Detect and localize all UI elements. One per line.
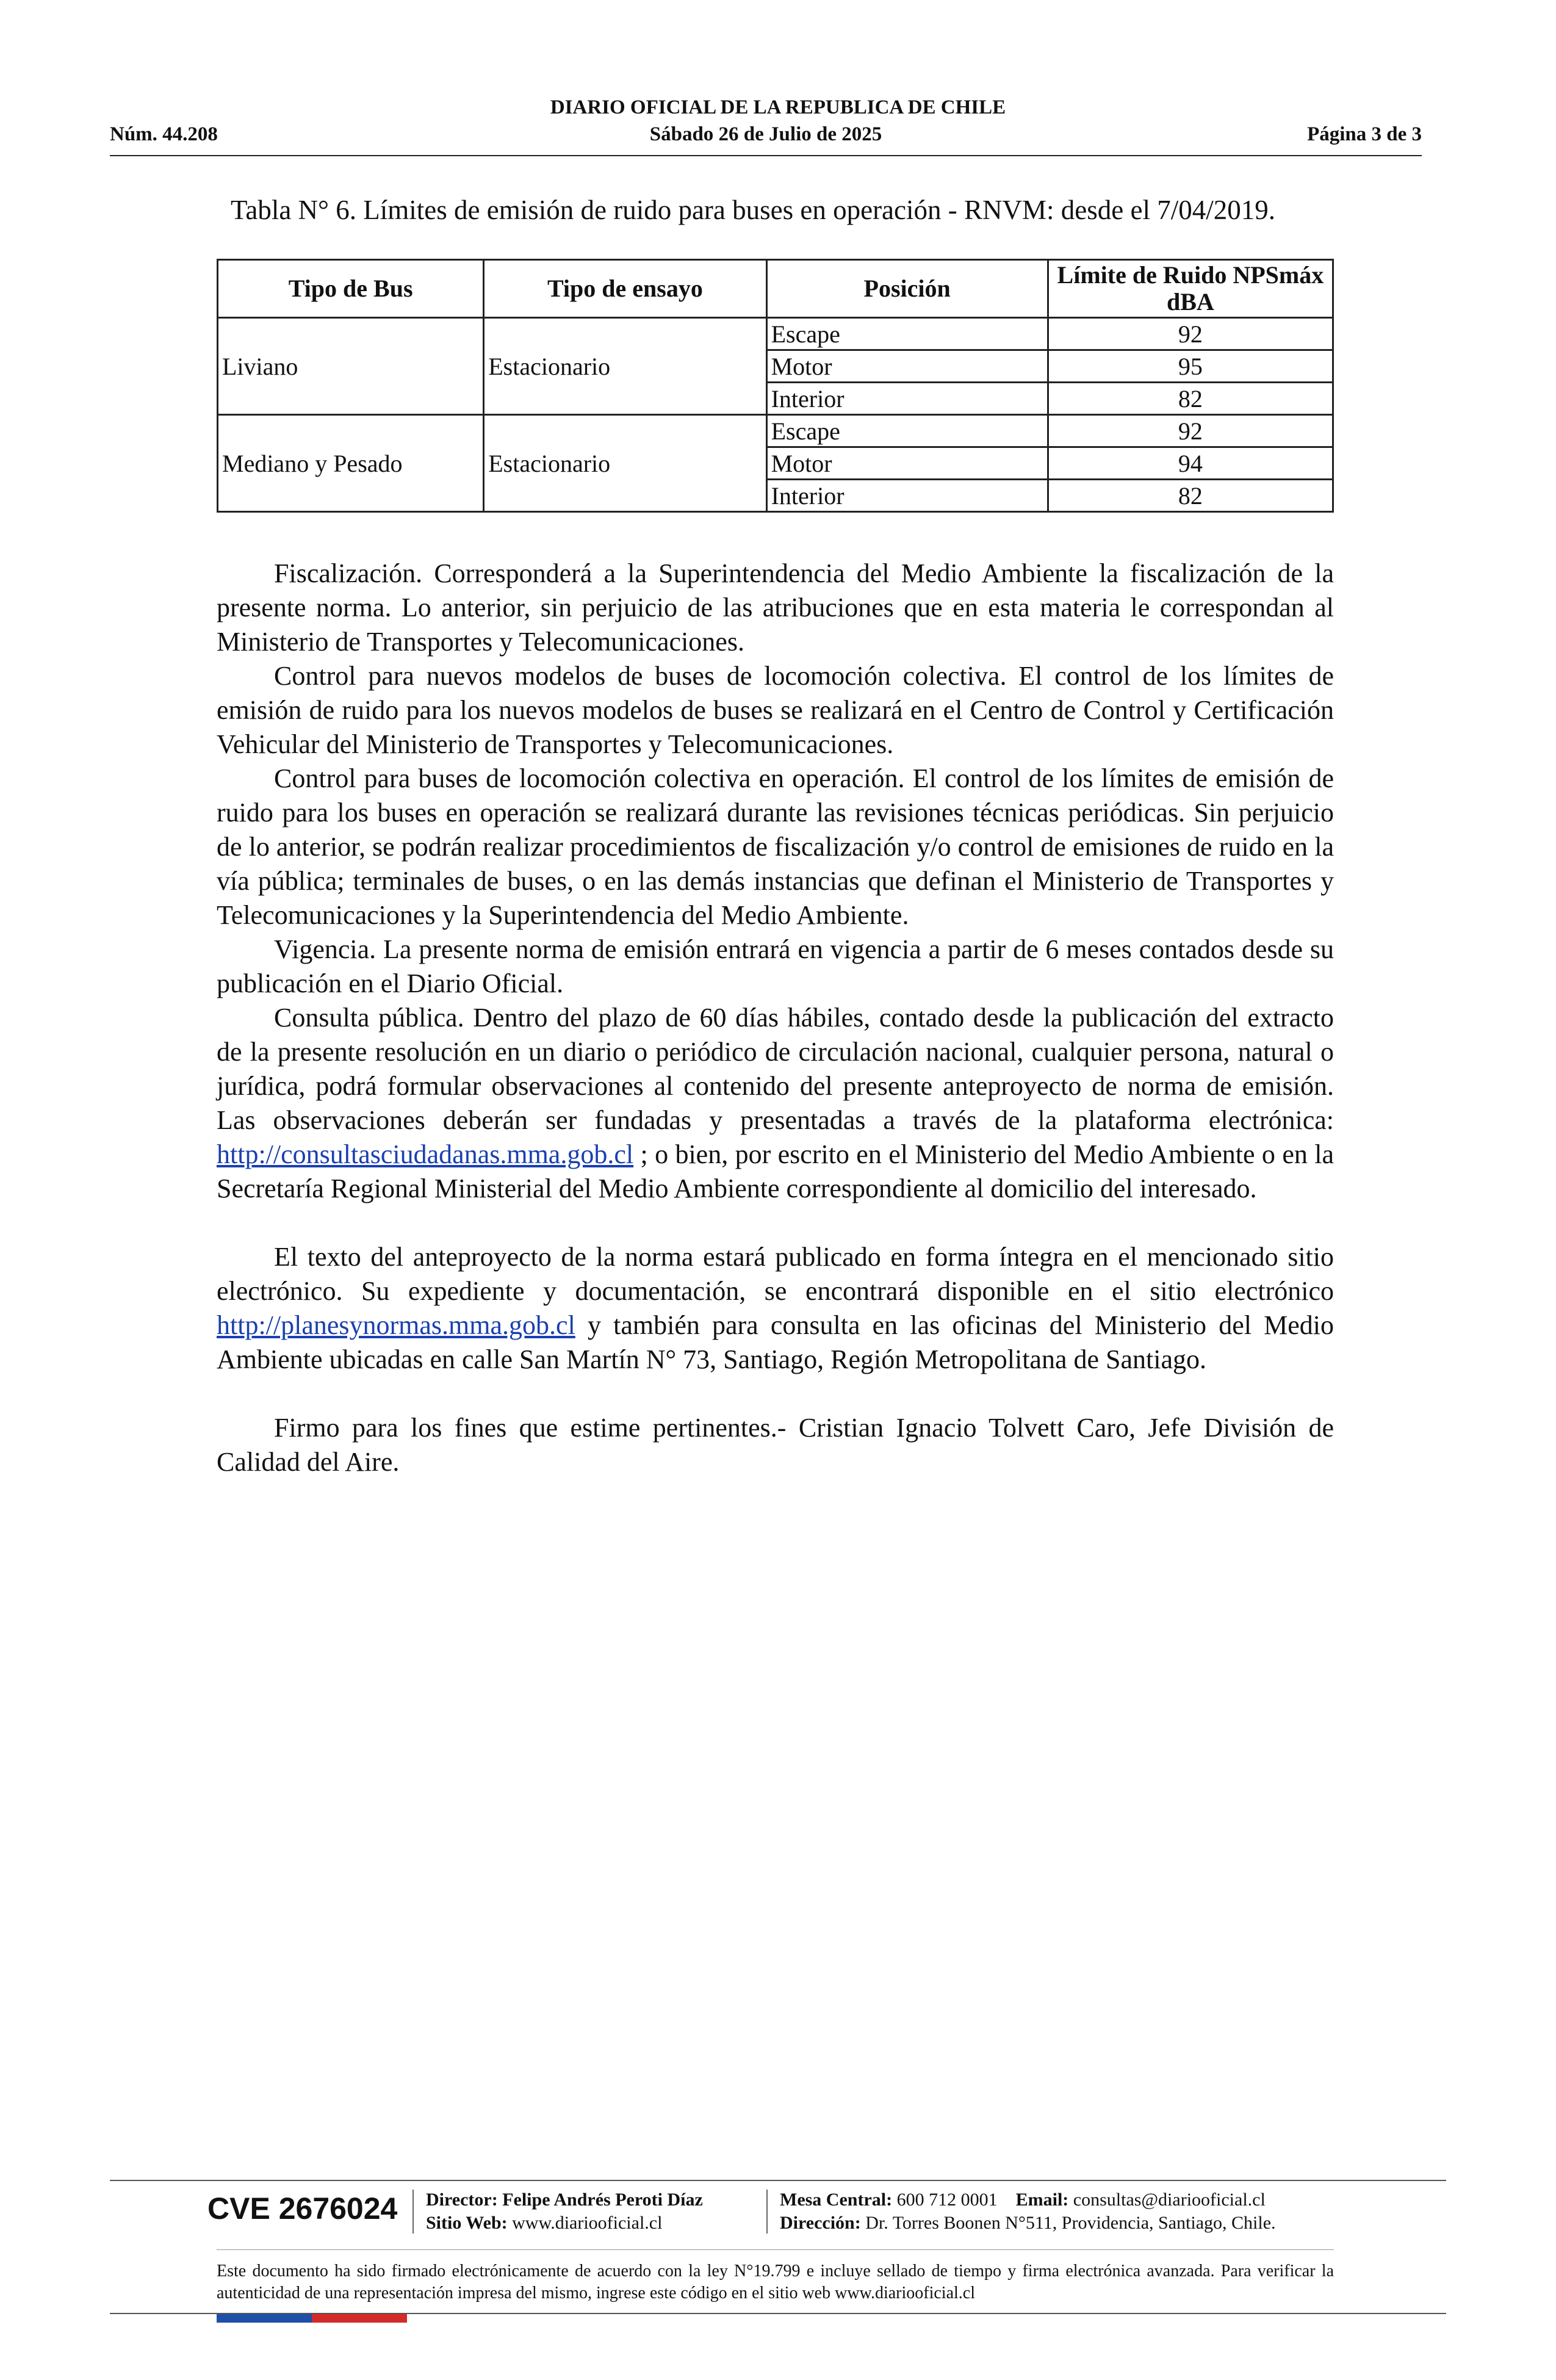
table-caption: Tabla N° 6. Límites de emisión de ruido para buses en operación - RNVM: desde el 7/04/2019.: [231, 195, 1275, 225]
footer-site: [426, 2212, 662, 2235]
email-label: Email:: [1015, 2190, 1069, 2210]
column-header: Tipo de ensayo: [484, 260, 766, 318]
footer-mesa: [780, 2188, 1266, 2212]
limit-cell: 95: [1048, 350, 1333, 383]
table-row: [218, 415, 1333, 447]
site-value: www.diariooficial.cl: [512, 2213, 663, 2233]
noise-limits-table: [217, 259, 1334, 513]
position-cell: Motor: [766, 350, 1048, 383]
test-type-cell: Estacionario: [484, 415, 766, 512]
limit-cell: 92: [1048, 415, 1333, 447]
issue-date: Sábado 26 de Julio de 2025: [649, 123, 882, 145]
table-row: [218, 318, 1333, 350]
consulta-text-end: ; o bien, por escrito en el Ministerio del Medio Ambiente o en la Secretaría Regional Ministerial del Medio Ambiente correspondiente al domicilio del interesado.: [217, 1139, 1334, 1203]
paragraph-vigencia: Vigencia. La presente norma de emisión entrará en vigencia a partir de 6 meses contados desde su publicación en el Diario Oficial.: [217, 934, 1334, 998]
column-header: Tipo de Bus: [218, 260, 484, 318]
consulta-link[interactable]: http://consultasciudadanas.mma.gob.cl: [217, 1139, 634, 1169]
footer-divider-mid: [217, 2249, 1334, 2250]
cve-code: CVE 2676024: [207, 2191, 398, 2226]
paragraph-consulta-publica: [217, 1001, 1334, 1206]
limit-cell: 94: [1048, 447, 1333, 480]
texto-end: y también para consulta en las oficinas del Ministerio del Medio Ambiente ubicadas en calle San Martín N° 73, Santiago, Región Metropolitana de Santiago.: [217, 1310, 1334, 1374]
address-label: Dirección:: [780, 2213, 861, 2233]
position-cell: Escape: [766, 415, 1048, 447]
footer-address: [780, 2212, 1276, 2235]
email-value: consultas@diariooficial.cl: [1073, 2190, 1266, 2210]
body-text: [217, 557, 1334, 1479]
position-cell: Interior: [766, 480, 1048, 512]
bus-type-cell: Mediano y Pesado: [218, 415, 484, 512]
address-value: Dr. Torres Boonen N°511, Providencia, Santiago, Chile.: [865, 2213, 1276, 2233]
paragraph-control-nuevos: Control para nuevos modelos de buses de locomoción colectiva. El control de los límites de emisión de ruido para los nuevos modelos de buses se realizará en el Centro de Control y Certificación Vehicular del Ministerio de Transportes y Telecomunicaciones.: [217, 661, 1334, 759]
flag-stripe-blue: [217, 2314, 312, 2323]
footer-separator: [412, 2190, 414, 2234]
paragraph-firma: Firmo para los fines que estime pertinentes.- Cristian Ignacio Tolvett Caro, Jefe División de Calidad del Aire.: [217, 1413, 1334, 1477]
limit-cell: 82: [1048, 383, 1333, 415]
paragraph-fiscalizacion: Fiscalización. Corresponderá a la Superintendencia del Medio Ambiente la fiscalización de la presente norma. Lo anterior, sin perjuicio de las atribuciones que en esta materia le correspondan al Ministerio de Transportes y Telecomunicaciones.: [217, 558, 1334, 657]
page-indicator: Página 3 de 3: [1307, 123, 1422, 145]
signature-note: Este documento ha sido firmado electrónicamente de acuerdo con la ley N°19.799 e incluye sellado de tiempo y firma electrónica avanzada. Para verificar la autenticidad de una representación impresa del mismo, ingrese este código en el sitio web www.diariooficial.cl: [217, 2262, 1334, 2302]
column-header: Posición: [766, 260, 1048, 318]
flag-stripe-red: [312, 2314, 407, 2323]
header-divider: [110, 155, 1422, 156]
position-cell: Escape: [766, 318, 1048, 350]
table-header-row: [218, 260, 1333, 318]
paragraph-control-operacion: Control para buses de locomoción colectiva en operación. El control de los límites de emisión de ruido para los buses en operación se realizará durante las revisiones técnicas periódicas. Sin perjuicio de lo anterior, se podrán realizar procedimientos de fiscalización y/o control de emisiones de ruido en la vía pública; terminales de buses, o en las demás instancias que definan el Ministerio de Transportes y Telecomunicaciones y la Superintendencia del Medio Ambiente.: [217, 763, 1334, 930]
consulta-text-start: Consulta pública. Dentro del plazo de 60 días hábiles, contado desde la publicación del extracto de la presente resolución en un diario o periódico de circulación nacional, cualquier persona, natural o jurídica, podrá formular observaciones al contenido del presente anteproyecto de norma de emisión. Las observaciones deberán ser fundadas y presentadas a través de la plataforma electrónica:: [217, 1003, 1334, 1135]
footer-divider-top: [110, 2180, 1446, 2181]
site-label: Sitio Web:: [426, 2213, 508, 2233]
limit-cell: 82: [1048, 480, 1333, 512]
position-cell: Motor: [766, 447, 1048, 480]
mesa-value: 600 712 0001: [896, 2190, 998, 2210]
footer-director: [426, 2188, 703, 2212]
bus-type-cell: Liviano: [218, 318, 484, 415]
issue-number: Núm. 44.208: [110, 123, 218, 145]
footer-separator: [766, 2190, 768, 2234]
position-cell: Interior: [766, 383, 1048, 415]
director-name: Felipe Andrés Peroti Díaz: [502, 2190, 703, 2210]
test-type-cell: Estacionario: [484, 318, 766, 415]
column-header: Límite de Ruido NPSmáx dBA: [1048, 260, 1333, 318]
texto-start: El texto del anteproyecto de la norma estará publicado en forma íntegra en el mencionado sitio electrónico. Su expediente y documentación, se encontrará disponible en el sitio electrónico: [217, 1242, 1334, 1306]
newspaper-title: DIARIO OFICIAL DE LA REPUBLICA DE CHILE: [550, 96, 1006, 118]
paragraph-texto-anteproyecto: [217, 1240, 1334, 1377]
director-label: Director:: [426, 2190, 498, 2210]
mesa-label: Mesa Central:: [780, 2190, 893, 2210]
planesynormas-link[interactable]: http://planesynormas.mma.gob.cl: [217, 1310, 575, 1340]
limit-cell: 92: [1048, 318, 1333, 350]
